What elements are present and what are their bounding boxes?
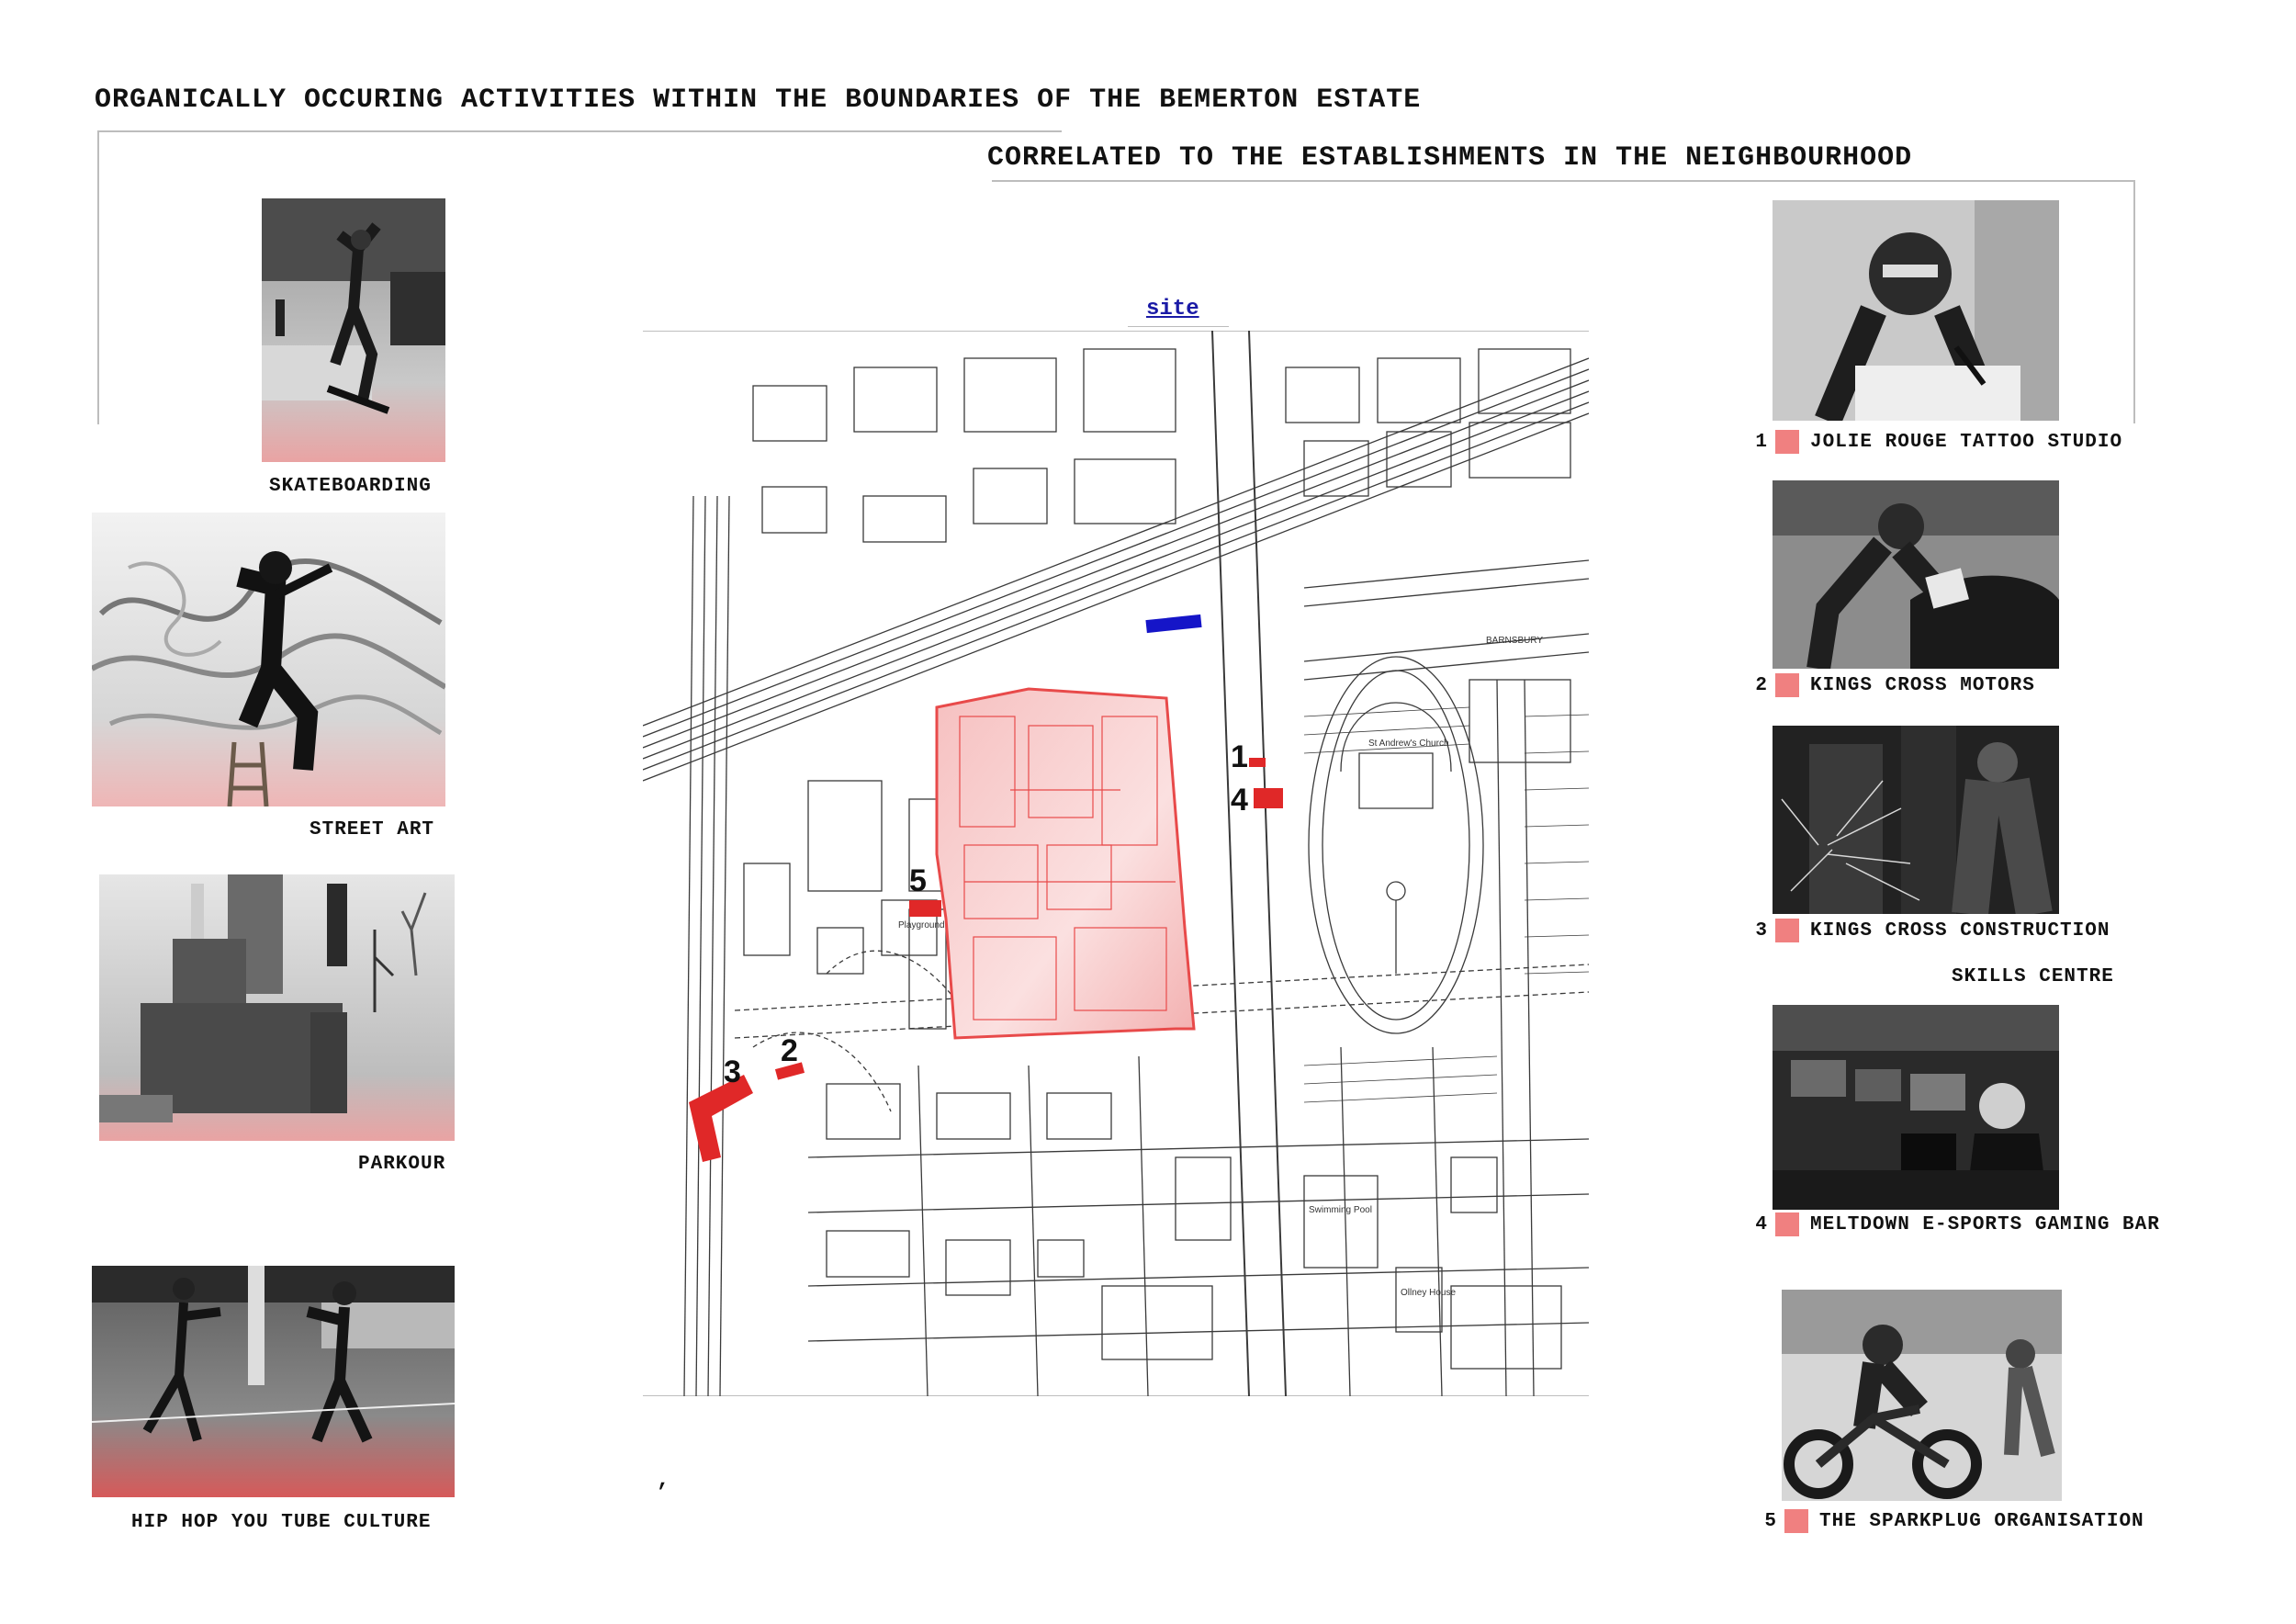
main-title: ORGANICALLY OCCURING ACTIVITIES WITHIN THE BOUNDARIES OF THE BEMERTON ESTATE [95,85,1422,116]
site-label-underline [1128,326,1229,327]
graffiti-artist-photo [92,513,445,806]
marker-label-5: 5 [909,863,927,898]
legend-item-3 [1750,919,2110,942]
skateboarder-photo [262,198,445,462]
map-label-church: St Andrew's Church [1368,739,1449,749]
gamers-photo [1773,1005,2059,1210]
map-label-playground: Playground [898,920,945,930]
legend-label: THE SPARKPLUG ORGANISATION [1819,1510,2144,1532]
legend-label: KINGS CROSS CONSTRUCTION [1810,919,2110,942]
map-footnote: , [657,1468,670,1493]
establishment-marker-1 [1249,758,1266,767]
activity-caption-street-art: STREET ART [310,819,435,840]
establishment-marker-5 [909,900,941,917]
parkour-photo [99,874,455,1141]
legend-item-2 [1750,673,2035,697]
map-label-barnsbury: BARNSBURY [1486,636,1544,646]
map-label-pool: Swimming Pool [1309,1205,1372,1215]
legend-number: 5 [1764,1510,1777,1532]
activity-caption-parkour: PARKOUR [358,1154,446,1175]
bemerton-estate-boundary [937,689,1194,1038]
marker-label-1: 1 [1231,739,1248,774]
legend-item-3-line2: SKILLS CENTRE [1952,966,2114,987]
title-underline-left [97,130,1062,132]
legend-swatch [1775,673,1799,697]
legend-swatch [1775,919,1799,942]
frame-right-vertical [2133,180,2135,423]
legend-item-5 [1759,1509,2144,1533]
legend-number: 2 [1755,674,1768,696]
site-marker [1145,615,1201,633]
site-label: site [1146,297,1199,321]
establishment-marker-4 [1254,788,1283,808]
marker-label-4: 4 [1231,783,1248,818]
neighbourhood-map [643,331,1589,1396]
legend-number: 4 [1755,1213,1768,1235]
legend-label: KINGS CROSS MOTORS [1810,674,2035,696]
welder-photo [1773,726,2059,914]
subtitle: CORRELATED TO THE ESTABLISHMENTS IN THE NEIGHBOURHOOD [987,142,1913,174]
map-label-ollney: Ollney House [1401,1288,1457,1298]
title-underline-right [992,180,2135,182]
activity-caption-hip-hop: HIP HOP YOU TUBE CULTURE [131,1512,432,1533]
activity-caption-skateboarding: SKATEBOARDING [269,476,432,497]
mechanic-photo [1773,480,2059,669]
marker-label-2: 2 [781,1033,798,1068]
legend-swatch [1775,1212,1799,1236]
legend-swatch [1784,1509,1808,1533]
tattoo-artist-photo [1773,200,2059,421]
legend-swatch [1775,430,1799,454]
motorbike-photo [1782,1290,2062,1501]
legend-label: JOLIE ROUGE TATTOO STUDIO [1810,431,2123,453]
legend-number: 1 [1755,431,1768,453]
marker-label-3: 3 [724,1054,741,1089]
legend-item-4 [1750,1212,2160,1236]
legend-label: MELTDOWN E-SPORTS GAMING BAR [1810,1213,2160,1235]
frame-left-vertical [97,130,99,424]
legend-number: 3 [1755,919,1768,942]
dancers-photo [92,1266,455,1497]
legend-item-1 [1750,430,2122,454]
